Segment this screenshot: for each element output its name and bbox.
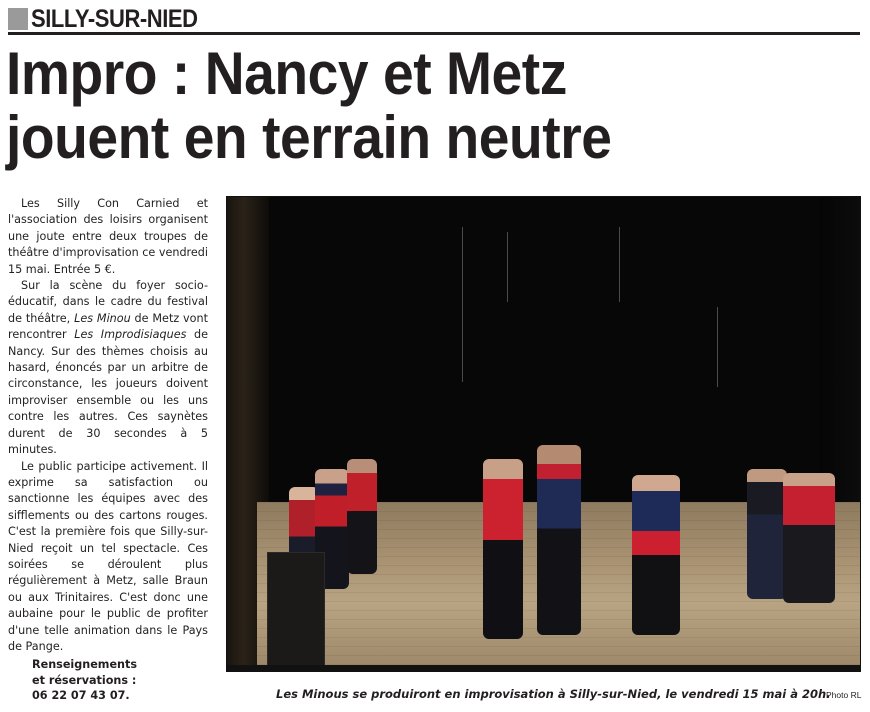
lectern — [267, 552, 325, 672]
troupe-name-nancy: Les Improdisiaques — [74, 328, 187, 342]
player-figure — [783, 473, 835, 603]
paragraph-2 — [8, 278, 208, 458]
rubric-label: SILLY-SUR-NIED — [31, 4, 198, 33]
stage-rope — [717, 307, 718, 387]
player-figure — [347, 459, 377, 574]
player-figure — [632, 475, 680, 635]
paragraph-2-text-c: de Nancy. Sur des thèmes choisis au hasard, énoncés par un arbitre de circonstance, les joueurs doivent improviser ensemble ou les uns contre les autres. Ces saynètes durent de 30 secondes à 5 minutes. — [8, 328, 208, 457]
curtain-right — [820, 197, 860, 507]
referee-figure — [537, 445, 581, 635]
paragraph-2-text-b: de Metz vont rencontrer — [8, 311, 208, 342]
headline-line-1: Impro : Nancy et Metz — [6, 40, 567, 107]
stage-rope — [619, 227, 620, 302]
rubric-divider — [8, 32, 860, 35]
paragraph-3: Le public participe activement. Il exprime sa satisfaction ou sanctionne les équipes avec des sifflements ou des cartons rouges. C'est la première fois que Silly-sur-Nied reçoit un tel spectacle. Ces soirées se déroulent plus régulièrement à Metz, salle Braun ou aux Trinitaires. C'est donc une aubaine pour le public de profiter d'une telle animation dans le Pays de Pange. — [8, 459, 208, 653]
contact-line-1: Renseignements — [32, 658, 138, 671]
article-body — [8, 196, 208, 655]
photo-credit: Photo RL — [826, 690, 862, 700]
article-photo — [226, 196, 861, 672]
paragraph-1: Les Silly Con Carnied et l'association des loisirs organisent une joute entre deux troupes de théâtre d'improvisation ce vendredi 15 mai. Entrée 5 €. — [8, 197, 209, 276]
troupe-name-metz: Les Minou — [74, 311, 131, 325]
rubric-marker — [8, 8, 28, 30]
section-rubric — [8, 5, 220, 33]
stage-rope — [507, 232, 508, 302]
headline — [6, 42, 866, 170]
contact-info — [32, 657, 137, 704]
headline-line-2: jouent en terrain neutre — [6, 104, 612, 171]
contact-phone: 06 22 07 43 07. — [32, 689, 130, 702]
paragraph-2-text-a: Sur la scène du foyer socio-éducatif, dans le cadre du festival de théâtre, — [8, 279, 208, 325]
player-figure — [483, 459, 523, 639]
contact-line-2: et réservations : — [32, 673, 137, 687]
stage-rope — [462, 227, 463, 382]
photo-border — [227, 665, 860, 671]
photo-caption: Les Minous se produiront en improvisation à Silly-sur-Nied, le vendredi 15 mai à 20h. — [276, 687, 831, 701]
player-figure — [747, 469, 787, 599]
